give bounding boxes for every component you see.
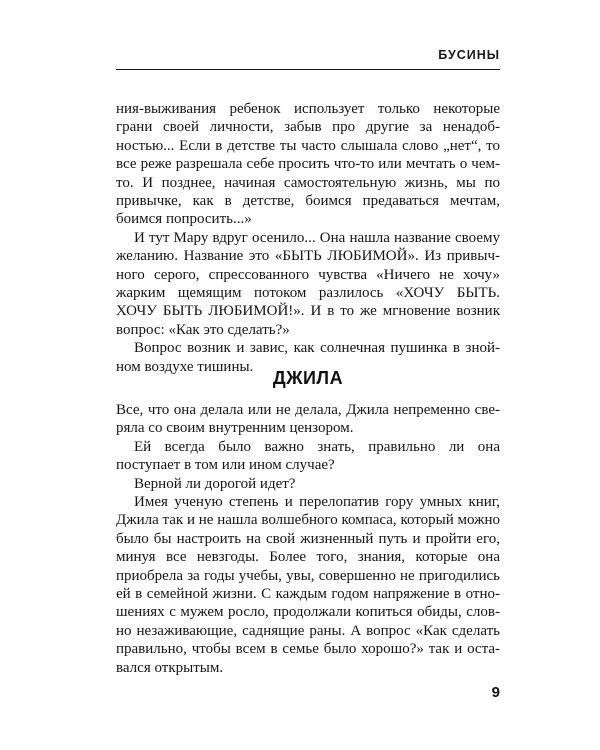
- body-text-section: [116, 401, 500, 677]
- section-heading: ДЖИЛА: [272, 368, 344, 388]
- running-header: [116, 44, 500, 68]
- paragraph: ния-выживания ребенок использует только некоторые грани своей личности, забыв про другие за ненадобностью... Если в детстве ты часто слышала слово „нет“, то все реже разрешала себе просить что-то или мечтать о чем-то. И позднее, начиная самостоятельную жизнь, мы по привычке, как в детстве, боимся предаваться мечтам, боимся попросить...»: [116, 101, 500, 228]
- paragraph: Все, что она делала или не делала, Джила непременно сверяла со своим внутренним цензором.: [116, 402, 500, 437]
- running-title: БУСИНЫ: [438, 48, 500, 62]
- paragraph: Вопрос возник и завис, как солнечная пушинка в знойном воздухе тишины.: [116, 340, 500, 375]
- page-number: 9: [491, 684, 500, 701]
- paragraph: И тут Мару вдруг осенило... Она нашла название своему желанию. Название это «БЫТЬ ЛЮБИМОЙ». Из привычного серого, спрессованного чувства «Ничего не хочу» жарким щемящим потоком разлилось «ХОЧУ БЫТЬ. ХОЧУ БЫТЬ ЛЮБИМОЙ!». И в то же мгновение возник вопрос: «Как это сделать?»: [116, 229, 500, 338]
- paragraph: Имея ученую степень и перелопатив гору умных книг, Джила так и не нашла волшебного компаса, который можно было бы настроить на свой жизненный путь и пройти его, минуя все невзгоды. Более того, знания, которые она приобрела за годы учебы, увы, совершенно не пригодились ей в семейной жизни. С каждым годом напряжение в отношениях с мужем росло, продолжали копиться обиды, словно незаживающие, саднящие раны. А вопрос «Как сделать правильно, чтобы всем в семье было хорошо?» так и оставался открытым.: [116, 494, 500, 676]
- paragraph: Верной ли дорогой идет?: [134, 475, 296, 492]
- body-text-top: [116, 100, 500, 376]
- header-rule: [116, 69, 500, 70]
- paragraph: Ей всегда было важно знать, правильно ли она поступает в том или ином случае?: [116, 438, 500, 474]
